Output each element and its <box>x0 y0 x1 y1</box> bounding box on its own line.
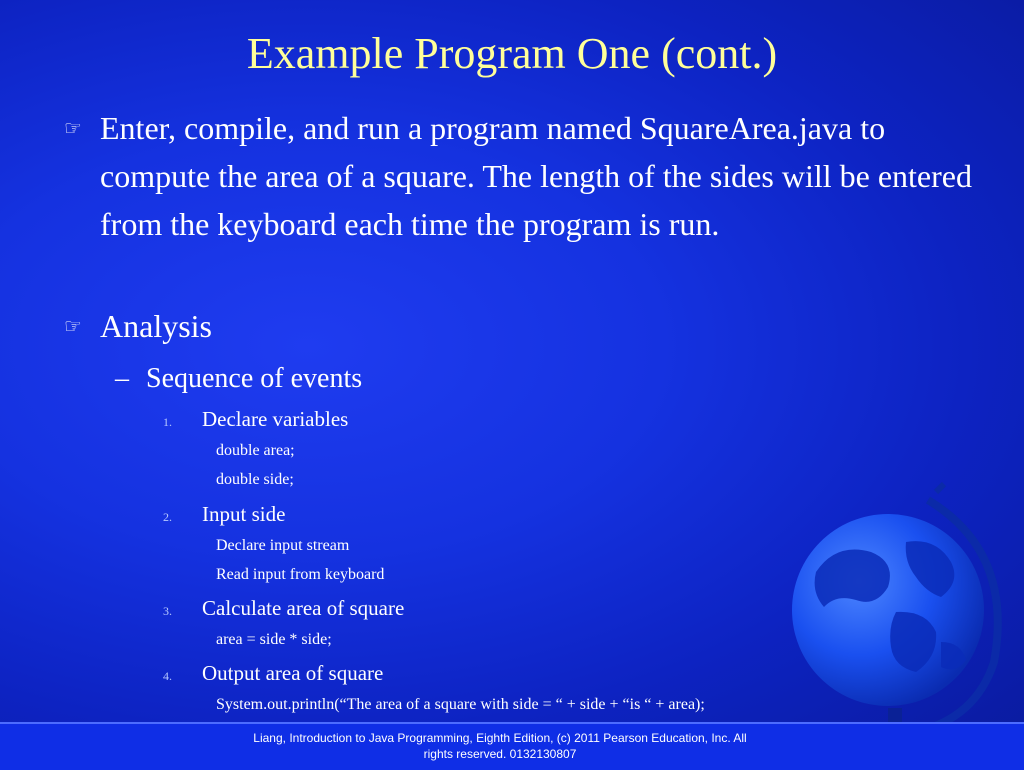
dash-marker: – <box>115 363 129 394</box>
step-detail: Declare input stream <box>216 537 350 554</box>
footer-copyright <box>200 730 800 762</box>
step-text: Input side <box>202 502 286 526</box>
step-text: Declare variables <box>202 407 349 431</box>
step-text: Calculate area of square <box>202 596 405 620</box>
step-detail: double side; <box>216 471 294 488</box>
footer-line-2: rights reserved. 0132130807 <box>423 747 577 761</box>
footer-line-1: Liang, Introduction to Java Programming, Eighth Edition, (c) 2011 Pearson Education, Inc. All <box>253 731 747 745</box>
step-detail: double area; <box>216 442 295 459</box>
step-detail: System.out.println(“The area of a square with side = “ + side + “is “ + area); <box>216 696 705 713</box>
bullet-text: Enter, compile, and run a program named SquareArea.java to compute the area of a square. The length of the sides will be entered from the keyboard each time the program is run. <box>100 110 972 242</box>
step-detail: Read input from keyboard <box>216 566 385 583</box>
step-number: 3. <box>163 604 172 618</box>
bullet-item <box>64 104 980 248</box>
pointing-hand-icon: ☞ <box>64 314 82 338</box>
sub-bullet-text: Sequence of events <box>146 363 363 394</box>
step-detail: area = side * side; <box>216 631 332 648</box>
bullet-text: Analysis <box>100 308 212 344</box>
step-number: 4. <box>163 669 172 683</box>
step-text: Output area of square <box>202 661 384 685</box>
slide-title: Example Program One (cont.) <box>246 29 778 78</box>
footer-bar <box>0 722 1024 770</box>
globe-icon <box>776 482 1012 746</box>
step-number: 2. <box>163 510 172 524</box>
bullet-item <box>64 302 980 350</box>
pointing-hand-icon: ☞ <box>64 116 82 140</box>
step-number: 1. <box>163 415 172 429</box>
